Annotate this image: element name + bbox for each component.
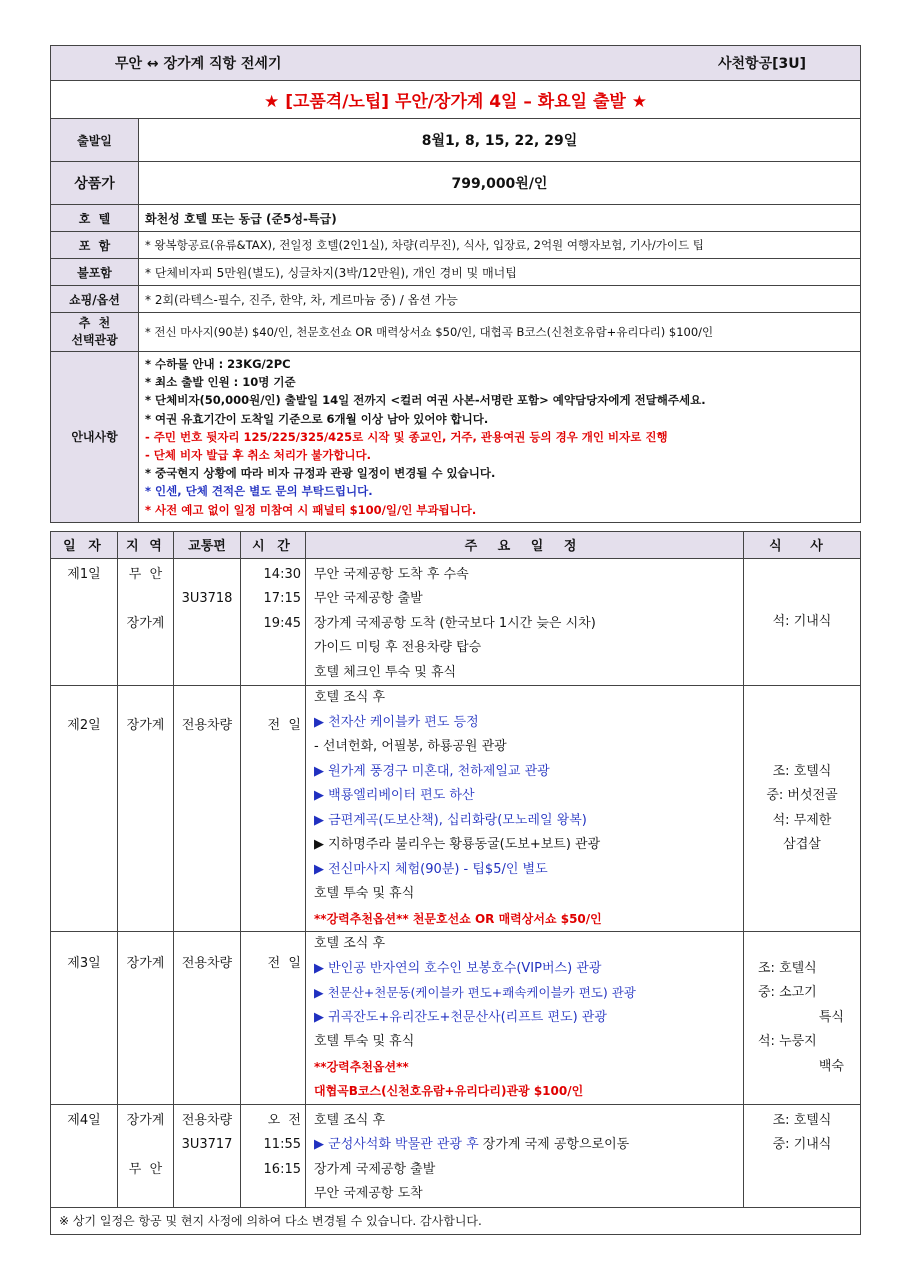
airline-name: 사천항공[3U] [718, 56, 807, 72]
day3-meals [744, 932, 861, 1105]
day3-transport: 전용차량 [174, 932, 241, 1105]
time: 14:30 [263, 566, 301, 582]
transport [178, 563, 236, 588]
meal: 석: 기내식 [772, 613, 832, 629]
itinerary-document [50, 45, 860, 1235]
meal: 중: 버섯전골 [766, 788, 838, 804]
note-line: - 단체 비자 발급 후 취소 처리가 불가합니다. [145, 448, 372, 463]
region [122, 587, 169, 612]
day1-schedule [306, 558, 744, 686]
note-line: - 주민 번호 뒷자리 125/225/325/425로 시작 및 종교인, 거주, 관용여권 등의 경우 개인 비자로 진행 [145, 429, 668, 444]
meal: 중: 소고기 [758, 985, 817, 1001]
region: 장가계 [126, 615, 165, 631]
day1-meals [744, 558, 861, 686]
day4-schedule [306, 1104, 744, 1207]
day2-meals [744, 686, 861, 932]
note-line: * 사전 예고 없이 일정 미참여 시 패널티 $100/일/인 부과됩니다. [145, 502, 477, 517]
region: 무 안 [128, 566, 163, 582]
recommended-value: * 전신 마사지(90분) $40/인, 천문호선쇼 OR 매력상서쇼 $50/인, 대협곡 B코스(신천호유람+유리다리) $100/인 [139, 313, 861, 352]
footer-note: ※ 상기 일정은 항공 및 현지 사정에 의하여 다소 변경될 수 있습니다. 감사합니다. [51, 1207, 861, 1234]
title-row [51, 46, 861, 81]
price-value: 799,000원/인 [139, 162, 861, 205]
meal: 석: 무제한 [772, 812, 832, 828]
day3-schedule [306, 932, 744, 1105]
transport: 전용차량 [181, 1112, 233, 1128]
hotel-value: 화천성 호텔 또는 동급 (준5성-특급) [139, 205, 861, 232]
day4-meals [744, 1104, 861, 1207]
day2-label: 제2일 [51, 686, 118, 932]
region [122, 1133, 169, 1158]
schedule-line: 대협곡B코스(신천호유람+유리다리)관광 $100/인 [314, 1084, 584, 1099]
itinerary-header-row [51, 531, 861, 558]
time: 16:15 [263, 1161, 301, 1177]
day4-regions [118, 1104, 174, 1207]
schedule-line: ▶ 원가계 풍경구 미혼대, 천하제일교 관광 [314, 763, 550, 779]
day2-schedule [306, 686, 744, 932]
header-meals: 식 사 [744, 531, 861, 558]
schedule-line: - 선녀헌화, 어필봉, 하룡공원 관광 [314, 739, 507, 755]
shopping-row [51, 286, 861, 313]
day1-times [241, 558, 306, 686]
schedule-line: 호텔 투숙 및 휴식 [314, 1034, 415, 1050]
time: 17:15 [263, 591, 301, 607]
header-day: 일 자 [51, 531, 118, 558]
day1-transport [174, 558, 241, 686]
recommended-label [51, 313, 139, 352]
excluded-value: * 단체비자피 5만원(별도), 싱글차지(3박/12만원), 개인 경비 및 매너팁 [139, 259, 861, 286]
header-region: 지 역 [118, 531, 174, 558]
product-info-table [50, 45, 861, 523]
notes-label: 안내사항 [51, 352, 139, 523]
header-schedule: 주 요 일 정 [306, 531, 744, 558]
schedule-line: 무안 국제공항 출발 [314, 591, 423, 607]
hotel-label: 호 텔 [51, 205, 139, 232]
region: 장가계 [126, 1112, 165, 1128]
schedule-line: ▶ 백룡엘리베이터 편도 하산 [314, 788, 475, 804]
meal: 삼겹살 [783, 837, 821, 853]
price-row [51, 162, 861, 205]
meal: 중: 기내식 [772, 1137, 832, 1153]
schedule-line: **강력추천옵션** 천문호선쇼 OR 매력상서쇼 $50/인 [314, 911, 602, 926]
schedule-line: **강력추천옵션** [314, 1059, 409, 1074]
header-time: 시 간 [241, 531, 306, 558]
time: 오 전 [267, 1112, 301, 1128]
schedule-line: ▶ 귀곡잔도+유리잔도+천문산사(리프트 편도) 관광 [314, 1009, 607, 1025]
day2-transport: 전용차량 [174, 686, 241, 932]
schedule-line: 호텔 조식 후 [314, 936, 386, 952]
day4-times [241, 1104, 306, 1207]
schedule-line: 가이드 미팅 후 전용차량 탑승 [314, 640, 482, 656]
day3-time: 전 일 [241, 932, 306, 1105]
recommended-row [51, 313, 861, 352]
day1-row [51, 558, 861, 686]
footer-row [51, 1207, 861, 1234]
note-line: * 최소 출발 인원 : 10명 기준 [145, 375, 296, 390]
day1-label: 제1일 [51, 558, 118, 686]
hotel-row [51, 205, 861, 232]
included-row [51, 232, 861, 259]
route-title: 무안 ↔ 장가계 직항 전세기 [115, 56, 282, 72]
meal: 조: 호텔식 [772, 763, 832, 779]
meal: 조: 호텔식 [758, 960, 817, 976]
schedule-line: 호텔 조식 후 [314, 1112, 386, 1128]
meal: 석: 누룽지 [758, 1034, 817, 1050]
departure-label: 출발일 [51, 119, 139, 162]
meal: 백숙 [818, 1058, 844, 1074]
shopping-label: 쇼핑/옵션 [51, 286, 139, 313]
schedule-line: 호텔 조식 후 [314, 690, 386, 706]
day1-regions [118, 558, 174, 686]
schedule-line: 무안 국제공항 도착 [314, 1186, 423, 1202]
product-subtitle: ★ [고품격/노팁] 무안/장가계 4일 – 화요일 출발 ★ [51, 81, 861, 119]
departure-row [51, 119, 861, 162]
day2-region: 장가계 [118, 686, 174, 932]
meal: 특식 [818, 1009, 844, 1025]
meal: 조: 호텔식 [772, 1112, 832, 1128]
region: 무 안 [128, 1161, 163, 1177]
flight-number: 3U3717 [181, 1137, 233, 1153]
departure-dates: 8월1, 8, 15, 22, 29일 [139, 119, 861, 162]
schedule-line: 호텔 체크인 투숙 및 휴식 [314, 664, 457, 680]
day2-row [51, 686, 861, 932]
schedule-line: ▶ 전신마사지 체험(90분) - 팁$5/인 별도 [314, 861, 548, 877]
excluded-label: 불포함 [51, 259, 139, 286]
included-value: * 왕복항공료(유류&TAX), 전일정 호텔(2인1실), 차량(리무진), 식사, 입장료, 2억원 여행자보험, 기사/가이드 팁 [139, 232, 861, 259]
schedule-line: ▶ 군성사석화 박물관 관광 후 장가계 국제 공항으로이동 [314, 1137, 630, 1153]
day4-row [51, 1104, 861, 1207]
time: 11:55 [263, 1137, 301, 1153]
schedule-line: 장가계 국제공항 출발 [314, 1161, 436, 1177]
schedule-line: ▶ 지하명주라 불리우는 황룡동굴(도보+보트) 관광 [314, 837, 601, 853]
recommended-label-line2: 선택관광 [71, 333, 118, 347]
note-line: * 인센, 단체 견적은 별도 문의 부탁드립니다. [145, 484, 373, 499]
schedule-line: 호텔 투숙 및 휴식 [314, 886, 415, 902]
schedule-line: ▶ 천문산+천문동(케이블카 편도+쾌속케이블카 편도) 관광 [314, 985, 636, 1001]
subtitle-row [51, 81, 861, 119]
recommended-label-line1: 추 천 [78, 316, 111, 330]
schedule-line: ▶ 반인공 반자연의 호수인 보봉호수(VIP버스) 관광 [314, 960, 602, 976]
note-line: * 중국현지 상황에 따라 비자 규정과 관광 일정이 변경될 수 있습니다. [145, 466, 496, 481]
flight-number: 3U3718 [181, 591, 233, 607]
schedule-line: 장가계 국제공항 도착 (한국보다 1시간 늦은 시차) [314, 615, 596, 631]
shopping-value: * 2회(라텍스-필수, 진주, 한약, 차, 게르마늄 중) / 옵션 가능 [139, 286, 861, 313]
day3-row [51, 932, 861, 1105]
note-line: * 수하물 안내 : 23KG/2PC [145, 357, 291, 371]
schedule-line: ▶ 천자산 케이블카 편도 등정 [314, 714, 479, 730]
day3-label: 제3일 [51, 932, 118, 1105]
time: 19:45 [263, 615, 301, 631]
schedule-line: 무안 국제공항 도착 후 수속 [314, 566, 469, 582]
day2-time: 전 일 [241, 686, 306, 932]
note-line: * 여권 유효기간이 도착일 기준으로 6개월 이상 남아 있어야 합니다. [145, 411, 489, 426]
header-transport: 교통편 [174, 531, 241, 558]
day4-label: 제4일 [51, 1104, 118, 1207]
schedule-line: ▶ 금편계곡(도보산책), 십리화랑(모노레일 왕복) [314, 812, 587, 828]
day4-transport [174, 1104, 241, 1207]
itinerary-table [50, 531, 861, 1235]
price-label: 상품가 [51, 162, 139, 205]
day3-region: 장가계 [118, 932, 174, 1105]
included-label: 포 함 [51, 232, 139, 259]
notes-list [139, 352, 861, 523]
note-line: * 단체비자(50,000원/인) 출발일 14일 전까지 <컬러 여권 사본-서명란 포함> 예약담당자에게 전달해주세요. [145, 393, 706, 408]
notes-row [51, 352, 861, 523]
excluded-row [51, 259, 861, 286]
